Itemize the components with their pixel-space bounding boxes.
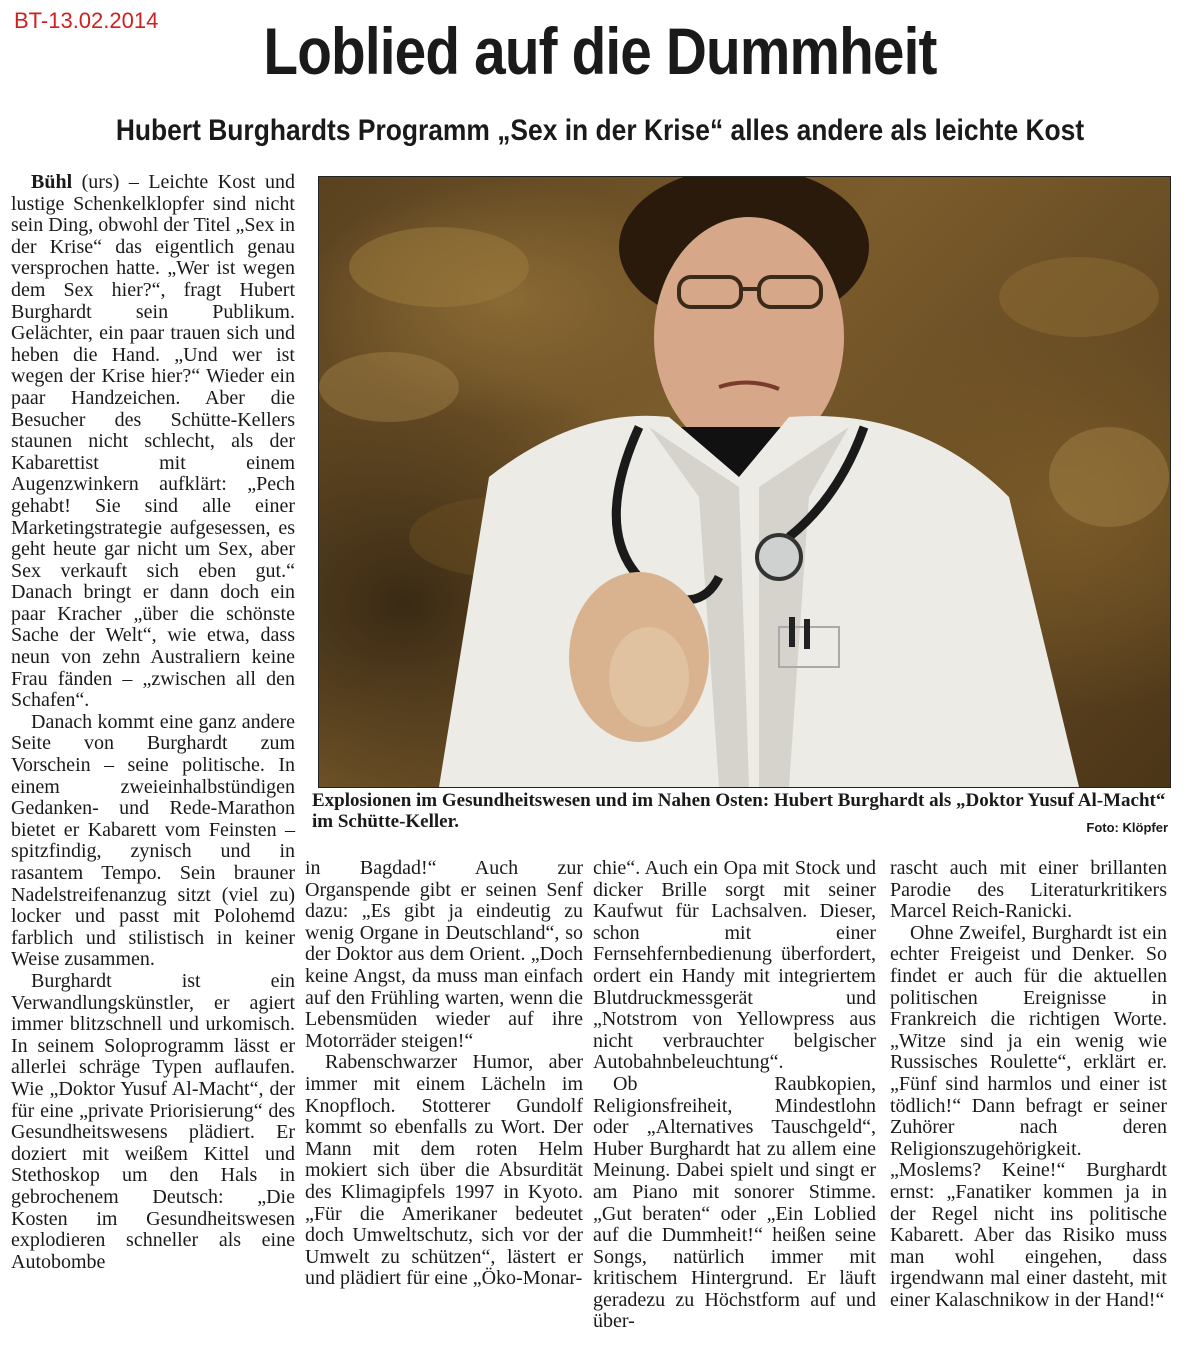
paragraph: Burghardt ist ein Verwandlungskünstler, er agiert immer blitzschnell und urkomisch. In seinem Soloprogramm lässt er allerlei schräge Typen auflaufen. Wie „Doktor Yusuf Al-Macht“, der für eine „private Priorisierung“ des Gesundheitswesens plädiert. Er doziert mit weißem Kittel und Stethoskop um den Hals in gebrochenem Deutsch: „Die Kosten im Gesundheitswesen explodieren schneller als eine Autobombe [11,969,295,1273]
photo-credit: Foto: Klöpfer [1086,820,1168,835]
article-column-3 [593,858,876,1333]
paragraph: Danach kommt eine ganz andere Seite von Burghardt zum Vorschein – seine politische. In einem zweieinhalbstündigen Gedanken- und Rede-Marathon bietet er Kabarett vom Feinsten – spitzfindig, zynisch und in rasantem Tempo. Sein brauner Nadelstreifenanzug sitzt (viel zu) locker und passt mit Polohemd farblich und stilistisch in keiner Weise zusammen. [11,710,295,971]
article-photo [318,176,1171,788]
paragraph-text: (urs) – Leichte Kost und lustige Schenkelklopfer sind nicht sein Ding, obwohl der Titel „Sex in der Krise“ das eigentlich genau versprochen hatte. „Wer ist wegen dem Sex hier?“, fragt Hubert Burghardt sein Publikum. Gelächter, ein paar trauen sich und heben die Hand. „Und wer ist wegen der Krise hier?“ Wieder ein paar Handzeichen. Aber die Besucher des Schütte-Kellers staunen nicht schlecht, als der Kabarettist mit einem Augenzwinkern aufklärt: „Pech gehabt! Sie sind alle einer Marketingstrategie aufgesessen, es geht heute gar nicht um Sex, aber Sex verkauft sich eben gut.“ Danach bringt er dann doch ein paar Kracher „über die schönste Sache der Welt“, wie etwa, dass neun von zehn Australiern keine Frau fänden – „zwischen all den Schafen“. [11,171,295,712]
paragraph: Rabenschwarzer Humor, aber immer mit einem Lächeln im Knopfloch. Stotterer Gundolf kommt so ebenfalls zu Wort. Der Mann mit dem roten Helm mokiert sich über die Absurdität des Klimagipfels 1997 in Kyoto. „Für die Amerikaner bedeutet doch Umweltschutz, sich vor der Umwelt zu schützen“, lästert er und plädiert für eine „Öko-Monar- [305,1051,583,1290]
paragraph: Ohne Zweifel, Burghardt ist ein echter Freigeist und Denker. So findet er auch für die aktuellen politischen Ereignisse in Frankreich die richtigen Worte. „Witze sind ja ein wenig wie Russisches Roulette“, erklärt er. „Fünf sind harmlos und einer ist tödlich!“ Dann befragt er seiner Zuhörer nach deren Religionszugehörigkeit. „Moslems? Keine!“ Burghardt ernst: „Fanatiker kommen ja in der Regel nicht ins politische Kabarett. Aber das Risiko muss man wohl eingehen, dass irgendwann mal einer dasteht, mit einer Kalaschnikow in der Hand!“ [890,921,1167,1311]
performer-illustration [319,177,1170,787]
article-column-1 [11,172,295,1273]
article-column-4 [890,858,1167,1311]
paragraph: chie“. Auch ein Opa mit Stock und dicker Brille sorgt mit seiner Kaufwut für Lachsalven. Dieser, schon mit einer Fernsehfernbedienung überfordert, ordert ein Handy mit integriertem Blutdruckmessgerät und „Notstrom von Yellowpress aus nicht verbrauchter belgischer Autobahnbeleuchtung“. [593,857,876,1074]
paragraph: in Bagdad!“ Auch zur Organspende gibt er seinen Senf dazu: „Es gibt ja eindeutig zu wenig Organe in Deutschland“, so der Doktor aus dem Orient. „Doch keine Angst, da muss man einfach auf den Frühling warten, wenn die Lebensmüden wieder auf ihre Motorräder steigen!“ [305,857,583,1052]
dateline: Bühl [31,171,73,193]
paragraph: Ob Raubkopien, Religionsfreiheit, Mindestlohn oder „Alternatives Tauschgeld“, Huber Burghardt hat zu allem eine Meinung. Dabei spielt und singt er am Piano mit sonorer Stimme. „Gut beraten“ oder „Ein Loblied auf die Dummheit!“ heißen seine Songs, natürlich immer mit kritischem Hintergrund. Er läuft geradezu zu Höchstform auf und über- [593,1072,876,1333]
article-column-2 [305,858,583,1290]
headline: Loblied auf die Dummheit [263,14,937,88]
date-stamp: BT-13.02.2014 [14,8,159,33]
photo-caption: Explosionen im Gesundheitswesen und im Nahen Osten: Hubert Burghardt als „Doktor Yusuf Al-Macht“ im Schütte-Keller. [312,790,1166,832]
subheadline: Hubert Burghardts Programm „Sex in der Krise“ alles andere als leichte Kost [115,114,1085,147]
paragraph [11,172,295,712]
paragraph: rascht auch mit einer brillanten Parodie des Literaturkritikers Marcel Reich-Ranicki. [890,857,1167,923]
